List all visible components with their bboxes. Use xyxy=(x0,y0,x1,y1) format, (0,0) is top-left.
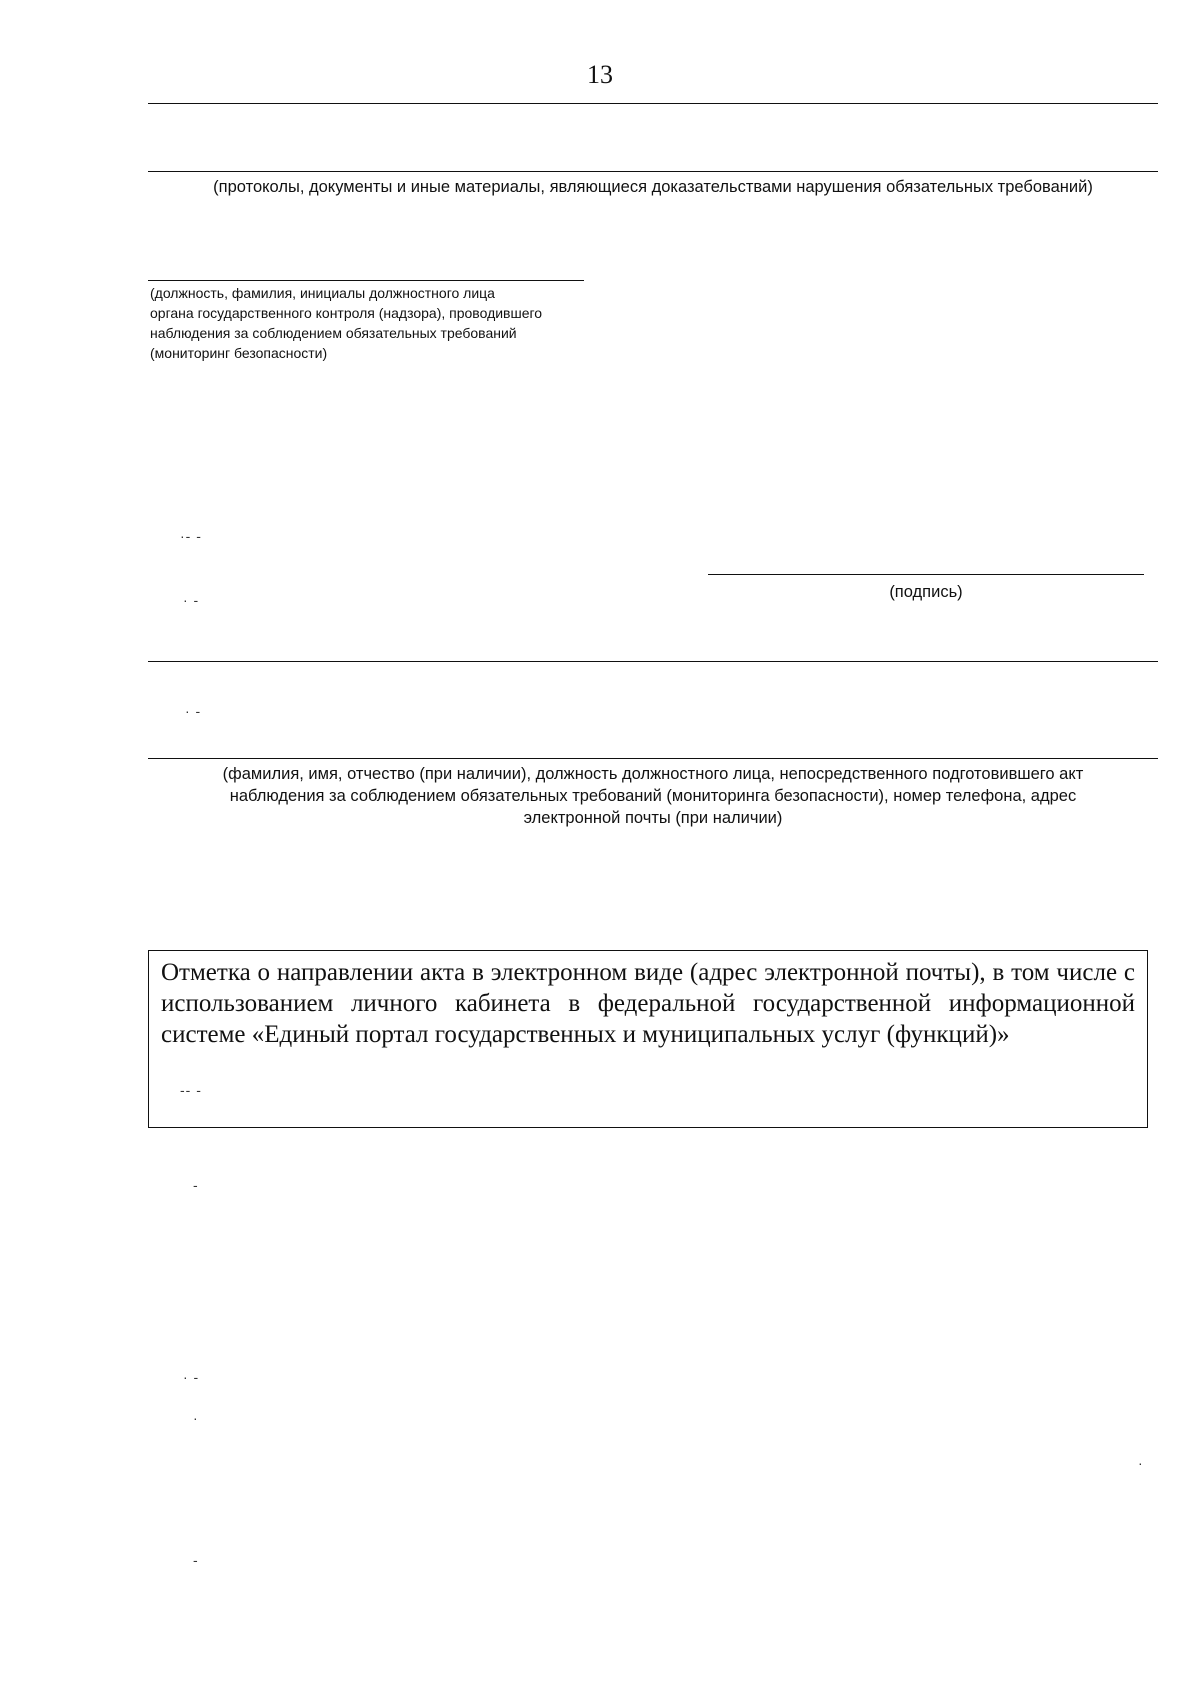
electronic-notice-text: Отметка о направлении акта в электронном виде (адрес электронной почты), в том числе с использованием личного кабинета в федеральной государственной информационной системе «Единый портал государственных и муниципальных услуг (функций)» xyxy=(161,959,1135,1048)
official-field-line xyxy=(148,280,584,281)
evidence-caption-text: (протоколы, документы и иные материалы, являющиеся доказательствами нарушения обязательных требований) xyxy=(213,178,1093,196)
official-caption-line: (должность, фамилия, инициалы должностного лица xyxy=(150,285,495,301)
signature-caption xyxy=(708,581,1144,603)
official-caption xyxy=(150,283,670,363)
preparer-field-line-upper xyxy=(148,661,1158,662)
preparer-caption-line: наблюдения за соблюдением обязательных требований (мониторинга безопасности), номер телефона, адрес xyxy=(229,787,1077,805)
header-rule xyxy=(148,103,1158,104)
official-caption-line: органа государственного контроля (надзора), проводившего xyxy=(150,305,543,321)
page-number: 13 xyxy=(587,60,613,89)
preparer-caption xyxy=(148,763,1158,829)
scan-mark: -- - xyxy=(180,1082,202,1098)
scan-mark: · xyxy=(193,1410,199,1426)
scan-mark: - xyxy=(193,1552,199,1568)
preparer-field-line-lower xyxy=(148,758,1158,759)
electronic-notice-box xyxy=(148,950,1148,1128)
evidence-field-line xyxy=(148,171,1158,172)
official-caption-line: наблюдения за соблюдением обязательных требований xyxy=(150,325,517,341)
signature-caption-text: (подпись) xyxy=(889,583,963,601)
scan-mark: · - xyxy=(183,592,200,608)
preparer-caption-line: электронной почты (при наличии) xyxy=(523,809,783,827)
signature-field-line xyxy=(708,574,1144,575)
scan-mark: - xyxy=(193,1177,199,1193)
scan-mark: · - xyxy=(183,1369,200,1385)
preparer-caption-line: (фамилия, имя, отчество (при наличии), должность должностного лица, непосредственного подготовившего акт xyxy=(222,765,1084,783)
scan-mark: · xyxy=(1138,1455,1144,1471)
scan-mark: ·- - xyxy=(180,528,202,544)
scan-mark: · - xyxy=(185,703,202,719)
official-caption-line: (мониторинг безопасности) xyxy=(150,345,328,361)
evidence-caption xyxy=(148,176,1158,198)
